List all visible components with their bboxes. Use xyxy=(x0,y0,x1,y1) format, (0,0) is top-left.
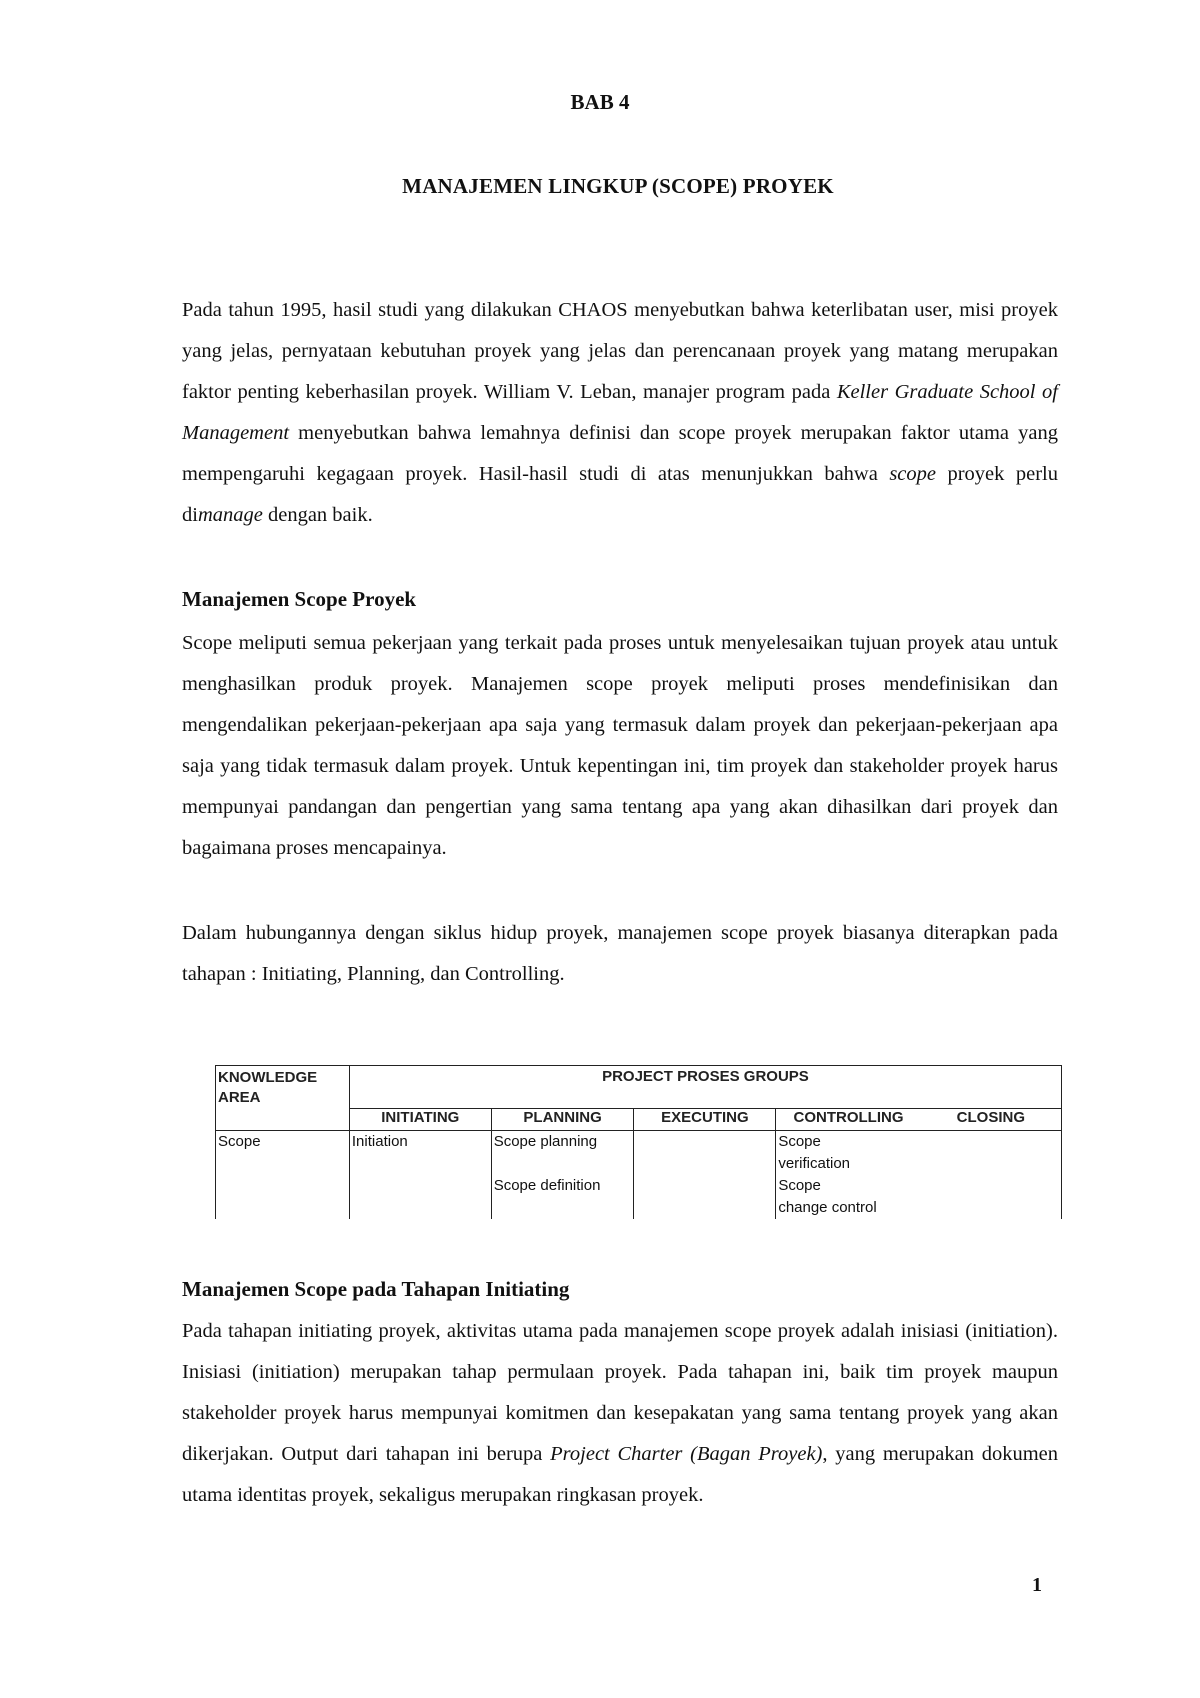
initiating-paragraph xyxy=(182,1311,1058,1516)
controlling-item-1b: verification xyxy=(778,1155,851,1172)
intro-paragraph xyxy=(182,290,1058,536)
intro-text-2: menyebutkan bahwa lemahnya definisi dan scope proyek merupakan faktor utama yang mempengaruhi kegagaan proyek. Hasil-hasil studi di atas menunjukkan bahwa xyxy=(182,422,1058,485)
scope-paragraph: Scope meliputi semua pekerjaan yang terkait pada proses untuk menyelesaikan tujuan proyek atau untuk menghasilkan produk proyek. Manajemen scope proyek meliputi proses mendefinisikan dan mengendalikan pekerjaan-pekerjaan apa saja yang termasuk dalam proyek dan pekerjaan-pekerjaan apa saja yang tidak termasuk dalam proyek. Untuk kepentingan ini, tim proyek dan stakeholder proyek harus mempunyai pandangan dan pengertian yang sama tentang apa yang akan dihasilkan dari proyek dan bagaimana proses mencapainya. xyxy=(182,632,1058,859)
table-cell-area: Scope xyxy=(216,1131,350,1220)
initiating-italic-charter: Project Charter (Bagan Proyek) xyxy=(550,1443,823,1465)
page-number: 1 xyxy=(1032,1574,1042,1596)
section-heading-scope: Manajemen Scope Proyek xyxy=(182,587,417,611)
intro-text-1: Pada tahun 1995, hasil studi yang dilakukan CHAOS menyebutkan bahwa keterlibatan user, misi proyek yang jelas, pernyataan kebutuhan proyek yang jelas dan perencanaan proyek yang matang merupakan faktor penting keberhasilan proyek. William V. Leban, manajer program pada xyxy=(182,299,1058,403)
table-cell-planning xyxy=(491,1131,634,1220)
planning-item-1: Scope planning xyxy=(493,1133,598,1150)
intro-italic-institution: Keller Graduate School of Management xyxy=(182,381,1058,444)
intro-italic-manage: manage xyxy=(197,504,263,526)
table-header-executing: EXECUTING xyxy=(634,1109,776,1131)
knowledge-area-table xyxy=(215,1065,1062,1219)
section-heading-initiating: Manajemen Scope pada Tahapan Initiating xyxy=(182,1277,570,1301)
page-title: MANAJEMEN LINGKUP (SCOPE) PROYEK xyxy=(402,174,834,198)
table-header-closing: CLOSING xyxy=(921,1109,1062,1131)
initiating-text-1: Pada tahapan initiating proyek, aktivitas utama pada manajemen scope proyek adalah inisiasi (initiation). Inisiasi (initiation) merupakan tahap permulaan proyek. Pada tahapan ini, baik tim proyek maupun stakeholder proyek harus mempunyai komitmen dan kesepakatan yang sama tentang proyek yang akan dikerjakan. Output dari tahapan ini berupa xyxy=(182,1320,1058,1465)
table-header-controlling: CONTROLLING xyxy=(776,1109,921,1131)
lifecycle-paragraph: Dalam hubungannya dengan siklus hidup proyek, manajemen scope proyek biasanya diterapkan pada tahapan : Initiating, Planning, dan Controlling. xyxy=(182,922,1058,985)
controlling-item-2a: Scope xyxy=(778,1177,821,1194)
intro-text-3: proyek perlu di xyxy=(182,463,1059,526)
intro-italic-scope: scope xyxy=(889,463,936,485)
table-cell-executing xyxy=(634,1131,776,1220)
planning-item-2: Scope definition xyxy=(493,1177,601,1194)
initiating-text-2: , yang merupakan dokumen utama identitas proyek, sekaligus merupakan ringkasan proyek. xyxy=(182,1443,1058,1506)
table-row xyxy=(216,1131,1062,1220)
table-header-initiating: INITIATING xyxy=(349,1109,491,1131)
chapter-label: BAB 4 xyxy=(570,90,630,114)
table-cell-controlling xyxy=(776,1131,921,1220)
table-header-planning: PLANNING xyxy=(491,1109,634,1131)
controlling-item-1a: Scope xyxy=(778,1133,821,1150)
table-header-knowledge-area: KNOWLEDGE AREA xyxy=(216,1066,350,1131)
intro-text-4: dengan baik. xyxy=(262,504,373,526)
controlling-item-2b: change control xyxy=(778,1199,877,1216)
table-header-groups: PROJECT PROSES GROUPS xyxy=(349,1066,1061,1109)
table-cell-closing xyxy=(921,1131,1062,1220)
table-cell-initiating: Initiation xyxy=(349,1131,491,1220)
